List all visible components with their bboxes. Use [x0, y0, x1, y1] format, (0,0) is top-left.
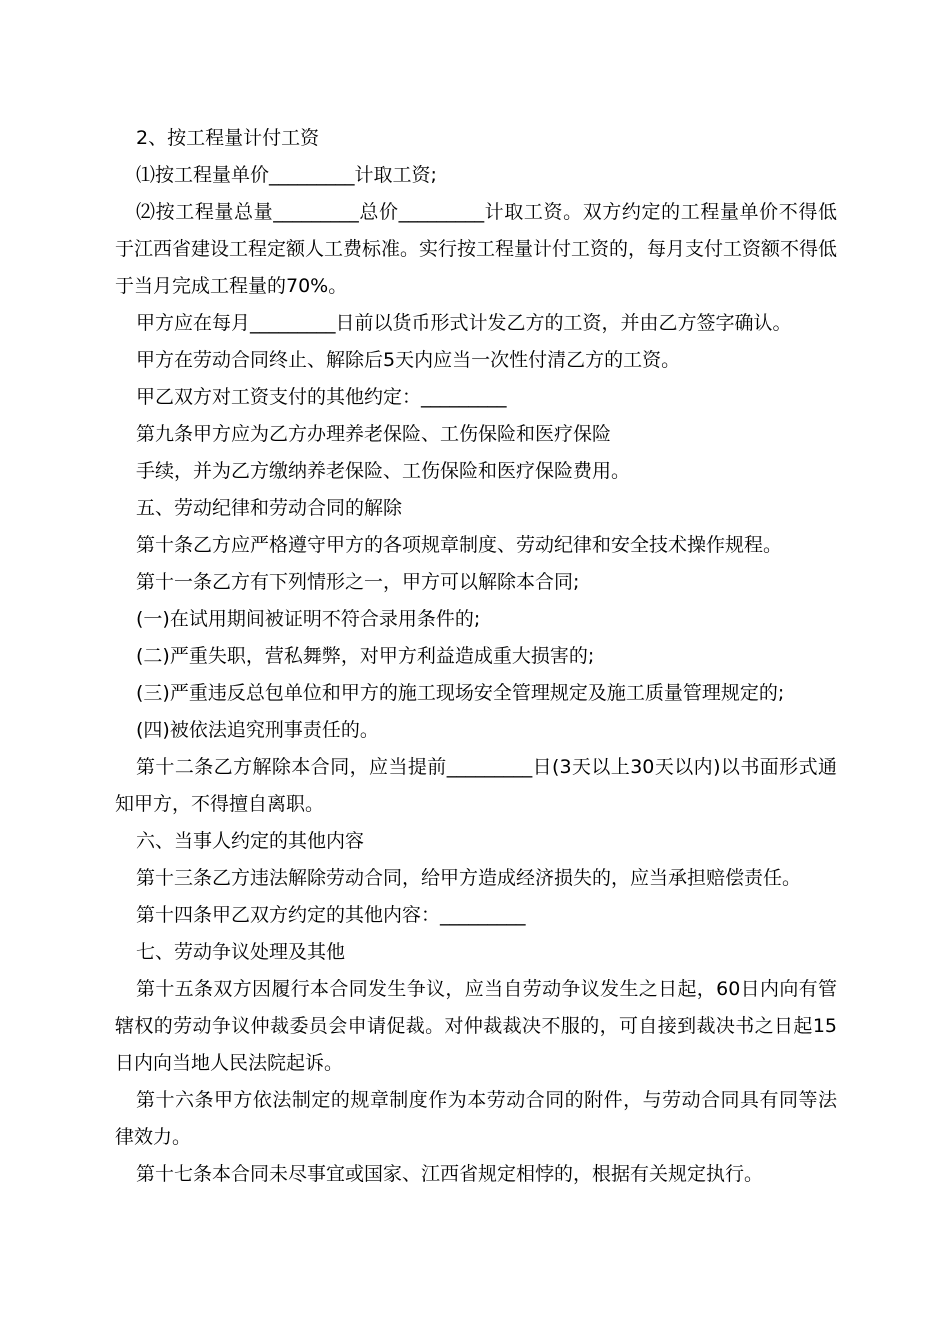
article-15: 第十五条双方因履行本合同发生争议，应当自劳动争议发生之日起，60日内向有管辖权的劳动争议仲裁委员会申请促裁。对仲裁裁决不服的，可自接到裁决书之日起15日内向当地人民法院起诉。: [115, 978, 837, 1074]
clause-unit-price: ⑴按工程量单价_________计取工资;: [136, 164, 437, 186]
article-14: 第十四条甲乙双方约定的其他内容：_________: [136, 904, 526, 926]
article-11: 第十一条乙方有下列情形之一，甲方可以解除本合同;: [136, 571, 580, 593]
article-11-item-4: (四)被依法追究刑事责任的。: [136, 719, 379, 741]
article-9-line-2: 手续，并为乙方缴纳养老保险、工伤保险和医疗保险费用。: [136, 460, 631, 482]
section-heading-other-terms: 六、当事人约定的其他内容: [136, 830, 365, 852]
section-heading-piecework-wages: 2、按工程量计付工资: [136, 127, 320, 149]
article-9-line-1: 第九条甲方应为乙方办理养老保险、工伤保险和医疗保险: [136, 423, 612, 445]
section-heading-discipline: 五、劳动纪律和劳动合同的解除: [136, 497, 403, 519]
article-10: 第十条乙方应严格遵守甲方的各项规章制度、劳动纪律和安全技术操作规程。: [136, 534, 783, 556]
section-heading-disputes: 七、劳动争议处理及其他: [136, 941, 346, 963]
article-17: 第十七条本合同未尽事宜或国家、江西省规定相悖的，根据有关规定执行。: [136, 1163, 764, 1185]
article-11-item-2: (二)严重失职，营私舞弊，对甲方利益造成重大损害的;: [136, 645, 595, 667]
clause-total-price: ⑵按工程量总量_________总价_________计取工资。双方约定的工程量单价不得低于江西省建设工程定额人工费标准。实行按工程量计付工资的，每月支付工资额不得低于当月完成工程量的70%。: [115, 201, 838, 297]
article-11-item-1: (一)在试用期间被证明不符合录用条件的;: [136, 608, 481, 630]
clause-monthly-payday: 甲方应在每月_________日前以货币形式计发乙方的工资，并由乙方签字确认。: [136, 312, 792, 334]
article-11-item-3: (三)严重违反总包单位和甲方的施工现场安全管理规定及施工质量管理规定的;: [136, 682, 785, 704]
article-16: 第十六条甲方依法制定的规章制度作为本劳动合同的附件，与劳动合同具有同等法律效力。: [115, 1089, 837, 1148]
clause-other-wage-terms: 甲乙双方对工资支付的其他约定：_________: [136, 386, 507, 408]
article-13: 第十三条乙方违法解除劳动合同，给甲方造成经济损失的，应当承担赔偿责任。: [136, 867, 802, 889]
clause-final-settlement: 甲方在劳动合同终止、解除后5天内应当一次性付清乙方的工资。: [136, 349, 681, 371]
document-body: [115, 120, 837, 1193]
article-12: 第十二条乙方解除本合同，应当提前_________日(3天以上30天以内)以书面形式通知甲方，不得擅自离职。: [115, 756, 837, 815]
